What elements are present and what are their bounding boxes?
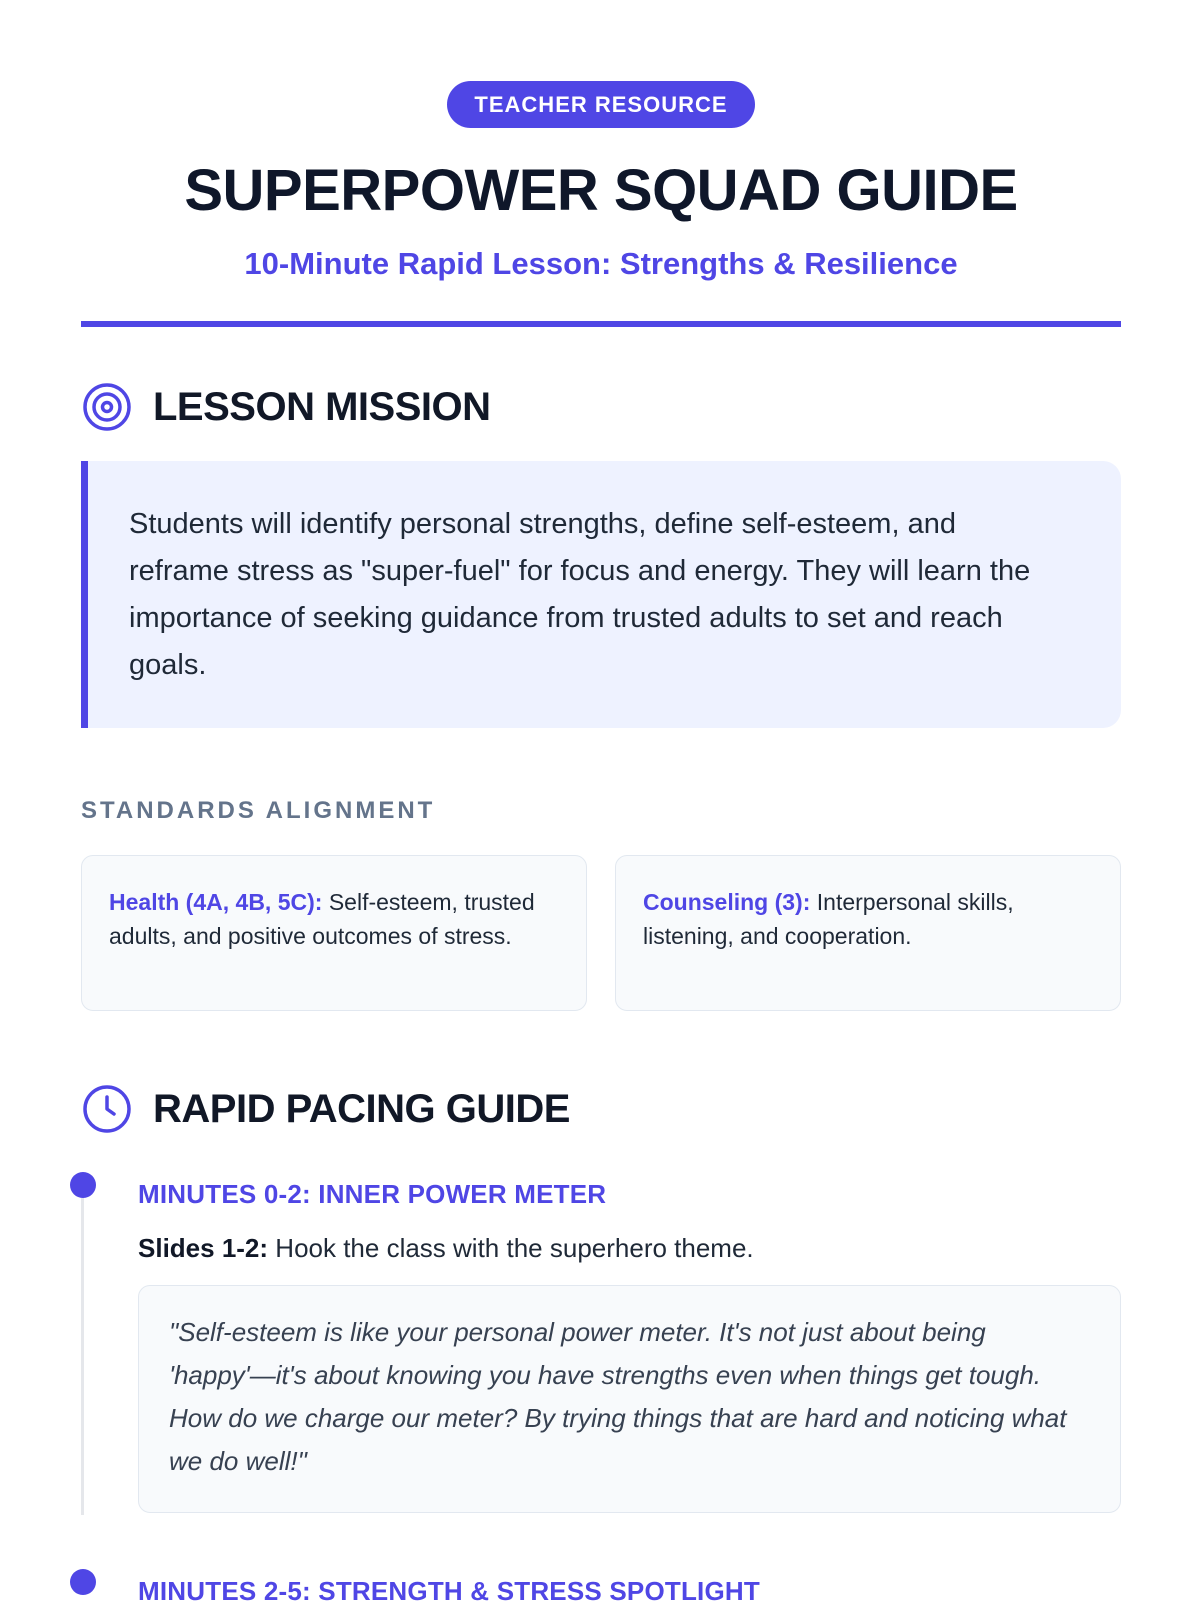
mission-box bbox=[81, 461, 1121, 728]
target-icon bbox=[81, 381, 133, 433]
timeline-dot bbox=[70, 1569, 96, 1595]
step-title: MINUTES 2-5: STRENGTH & STRESS SPOTLIGHT bbox=[138, 1576, 760, 1606]
header-divider bbox=[81, 321, 1121, 327]
step-description-text: Hook the class with the superhero theme. bbox=[268, 1233, 754, 1263]
timeline-line bbox=[81, 1185, 84, 1515]
step-description bbox=[138, 1233, 754, 1264]
step-title: MINUTES 0-2: INNER POWER METER bbox=[138, 1179, 607, 1209]
standards-label: STANDARDS ALIGNMENT bbox=[81, 797, 436, 824]
standard-key: Health (4A, 4B, 5C): bbox=[109, 889, 323, 915]
timeline-dot bbox=[70, 1172, 96, 1198]
step-slides-label: Slides 1-2: bbox=[138, 1233, 269, 1263]
standard-key: Counseling (3): bbox=[643, 889, 811, 915]
pacing-heading-row bbox=[81, 1083, 570, 1135]
script-quote: "Self-esteem is like your personal power meter. It's not just about being 'happy'—it's about knowing you have strengths even when things get tough. How do we charge our meter? By trying things that are hard and noticing what we do well!" bbox=[138, 1285, 1121, 1513]
standard-text: Self-esteem, trusted adults, and positive outcomes of stress. bbox=[109, 889, 535, 949]
standard-card-health bbox=[81, 855, 587, 1011]
standard-text: Interpersonal skills, listening, and cooperation. bbox=[643, 889, 1014, 949]
mission-heading: LESSON MISSION bbox=[153, 384, 491, 429]
page bbox=[81, 0, 1121, 1606]
header bbox=[81, 0, 1121, 282]
mission-heading-row bbox=[81, 381, 491, 433]
mission-text: Students will identify personal strengths, define self-esteem, and reframe stress as "super-fuel" for focus and energy. They will learn the importance of seeking guidance from trusted adults to set and reach goals. bbox=[129, 508, 1031, 681]
standard-card-counseling bbox=[615, 855, 1121, 1011]
page-title: SUPERPOWER SQUAD GUIDE bbox=[184, 158, 1018, 223]
page-subtitle: 10-Minute Rapid Lesson: Strengths & Resilience bbox=[244, 246, 958, 281]
resource-badge: TEACHER RESOURCE bbox=[447, 81, 754, 128]
pacing-heading: RAPID PACING GUIDE bbox=[153, 1086, 570, 1131]
clock-icon bbox=[81, 1083, 133, 1135]
